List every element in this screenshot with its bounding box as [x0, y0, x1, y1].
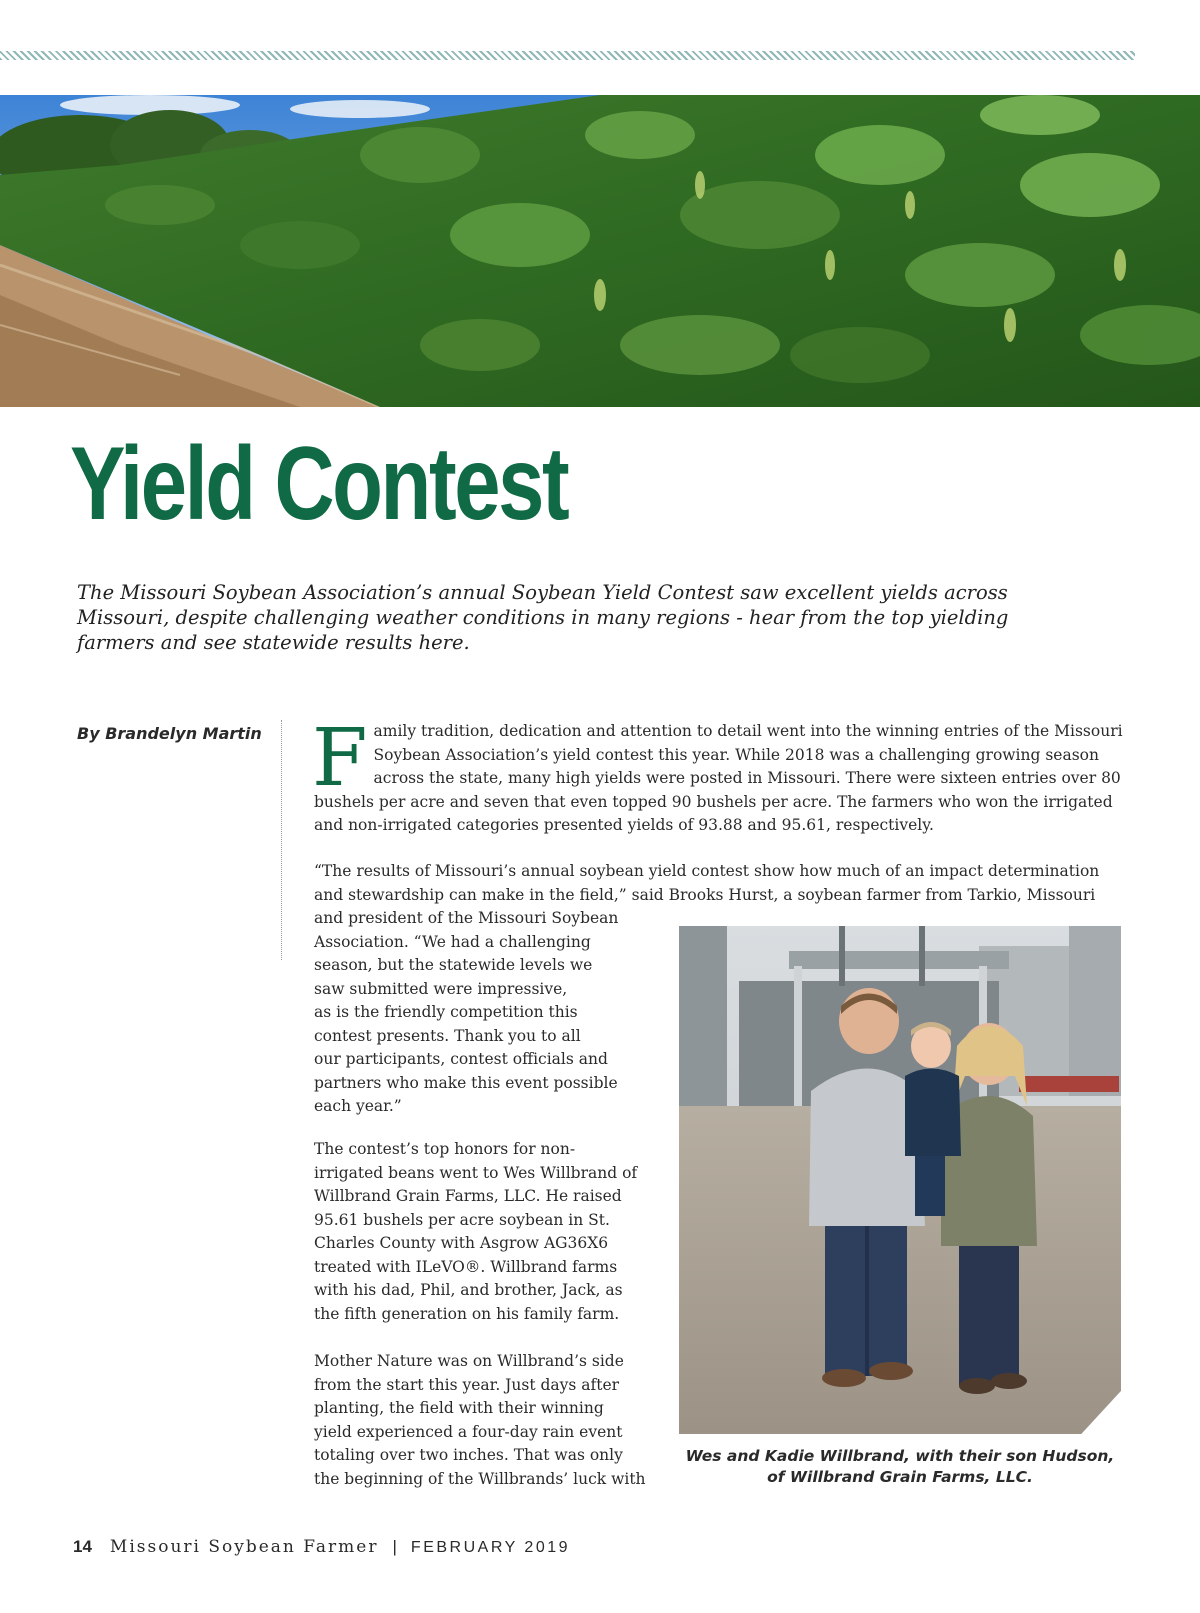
- article-paragraph-1: [312, 711, 1124, 838]
- text-line: Willbrand Grain Farms, LLC. He raised: [314, 1187, 622, 1205]
- drop-cap: F: [312, 711, 368, 804]
- text-line: irrigated beans went to Wes Willbrand of: [314, 1163, 638, 1182]
- text-line: totaling over two inches. That was only: [314, 1446, 623, 1464]
- byline: By Brandelyn Martin: [77, 724, 262, 743]
- text-line: planting, the field with their winning: [314, 1399, 604, 1417]
- text-line: with his dad, Phil, and brother, Jack, as: [314, 1281, 623, 1299]
- text-line: Charles County with Asgrow AG36X6: [314, 1234, 609, 1252]
- issue-date: FEBRUARY 2019: [410, 1539, 571, 1556]
- page-footer: [73, 1537, 570, 1557]
- text-line: Mother Nature was on Willbrand’s side: [314, 1352, 624, 1370]
- paragraph-1-text: amily tradition, dedication and attention to detail went into the winning entries of the Missouri Soybean Association’s yield contest this year. While 2018 was a challenging growing season across the state, many high yields were posted in Missouri. There were sixteen entries over 80 bushels per acre and seven that even topped 90 bushels per acre. The farmers who won the irrigated and non-irrigated categories presented yields of 93.88 and 95.61, respectively.: [314, 722, 1123, 834]
- text-line: as is the friendly competition this: [314, 1003, 578, 1021]
- text-line: season, but the statewide levels we: [314, 956, 593, 974]
- text-line: treated with ILeVO®. Willbrand farms: [314, 1257, 618, 1276]
- article-paragraph-3: [314, 1138, 654, 1326]
- caption-line: of Willbrand Grain Farms, LLC.: [767, 1468, 1033, 1486]
- page-number: 14: [73, 1537, 92, 1556]
- hero-photo-soybean-field: [0, 95, 1200, 407]
- decorative-stripe: [0, 51, 1135, 60]
- text-line: our participants, contest officials and: [314, 1050, 608, 1068]
- footer-separator: |: [392, 1537, 397, 1556]
- text-line: each year.”: [314, 1097, 402, 1115]
- text-line: the beginning of the Willbrands’ luck with: [314, 1469, 646, 1488]
- text-line: “The results of Missouri’s annual soybean yield contest show how much of an impact determination: [314, 862, 1100, 880]
- photo-caption: [679, 1446, 1121, 1488]
- text-line: 95.61 bushels per acre soybean in St.: [314, 1210, 610, 1229]
- text-line: partners who make this event possible: [314, 1073, 618, 1092]
- text-line: Association. “We had a challenging: [314, 932, 591, 951]
- text-line: yield experienced a four-day rain event: [314, 1422, 623, 1441]
- column-divider: [281, 720, 282, 960]
- article-dek: The Missouri Soybean Association’s annual Soybean Yield Contest saw excellent yields across Missouri, despite challenging weather conditions in many regions - hear from the top yielding farmers and see statewide results here.: [77, 581, 1009, 654]
- text-line: The contest’s top honors for non-: [314, 1140, 576, 1158]
- text-line: contest presents. Thank you to all: [314, 1026, 581, 1045]
- text-line: the fifth generation on his family farm.: [314, 1304, 620, 1323]
- family-photo: [679, 926, 1121, 1434]
- text-line: saw submitted were impressive,: [314, 979, 568, 998]
- text-line: from the start this year. Just days after: [314, 1375, 620, 1394]
- article-paragraph-4: [314, 1350, 654, 1491]
- article-title: Yield Contest: [70, 426, 568, 542]
- caption-line: Wes and Kadie Willbrand, with their son Hudson,: [685, 1447, 1115, 1465]
- text-line: and president of the Missouri Soybean: [314, 909, 619, 927]
- publication-name: Missouri Soybean Farmer: [109, 1537, 379, 1557]
- text-line: and stewardship can make in the field,” said Brooks Hurst, a soybean farmer from Tarkio, Missouri: [314, 885, 1096, 904]
